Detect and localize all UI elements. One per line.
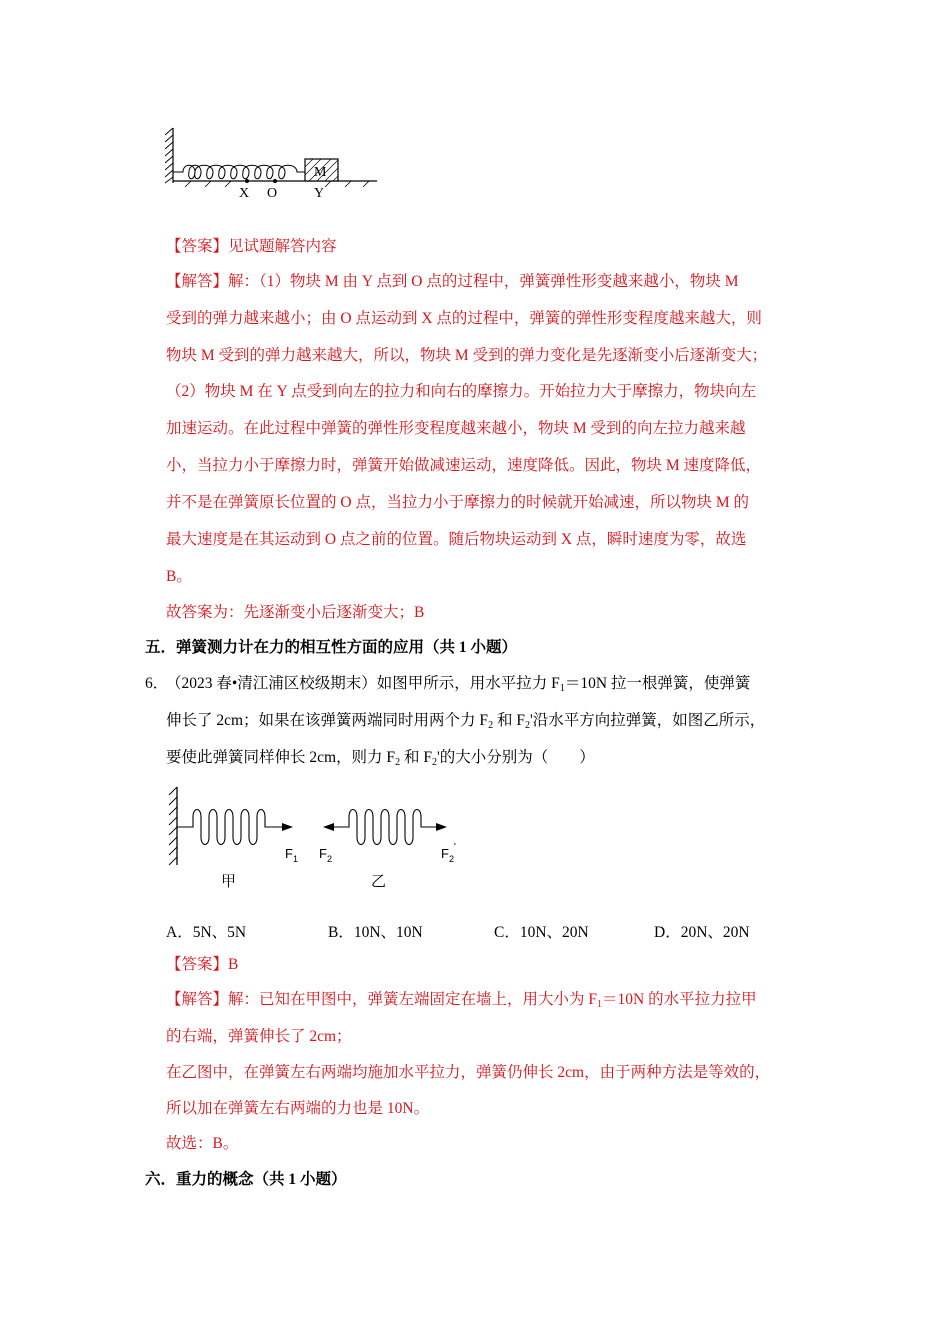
force-f1-label: $F_1$ [285, 846, 298, 864]
q6-number: 6． [145, 675, 169, 692]
point-x-label: X [239, 186, 250, 200]
point-y-label: Y [314, 186, 325, 200]
option-b: B．10N、10N [328, 924, 423, 941]
spring-block-figure [165, 125, 380, 200]
block-m-label: M [314, 165, 327, 180]
q6-final-answer: 故选：B。 [166, 1135, 239, 1152]
q5-analysis-line: 加速运动。在此过程中弹簧的弹性形变程度越来越小，物块 M 受到的向左拉力越来越 [166, 420, 746, 437]
point-o-dot [273, 179, 277, 183]
q5-answer: 【答案】见试题解答内容 [166, 238, 337, 255]
q6-stem-line2: 伸长了 2cm；如果在该弹簧两端同时用两个力 $F_2$ 和 $F_2'$沿水平方向拉弹簧，如图乙所示， [166, 712, 766, 731]
q5-analysis-line: 【解答】解：（1）物块 M 由 Y 点到 O 点的过程中，弹簧弹性形变越来越小，物块 M [166, 273, 739, 290]
q6-stem-line3: 要使此弹簧同样伸长 2cm，则力 $F_2$ 和 $F_2'$的大小分别为（ ） [166, 749, 595, 768]
figure-label-jia: 甲 [221, 872, 237, 890]
q5-analysis-line: （2）物块 M 在 Y 点受到向左的拉力和向右的摩擦力。开始拉力大于摩擦力，物块向左 [166, 383, 757, 400]
q5-analysis-line: 最大速度是在其运动到 O 点之前的位置。随后物块运动到 X 点，瞬时速度为零，故选 [166, 531, 747, 548]
q5-analysis-line: 受到的弹力越来越小；由 O 点运动到 X 点的过程中，弹簧的弹性形变程度越来越大，则 [166, 310, 762, 327]
q6-answer: 【答案】B [166, 956, 239, 973]
point-x-dot [245, 179, 249, 183]
q6-analysis-line: 的右端，弹簧伸长了 2cm； [166, 1028, 352, 1045]
spring-force-figure [165, 783, 465, 895]
q5-analysis-line: 物块 M 受到的弹力越来越大，所以，物块 M 受到的弹力变化是先逐渐变小后逐渐变大； [166, 347, 768, 364]
q6-analysis-line: 【解答】解：已知在甲图中，弹簧左端固定在墙上，用大小为 $F_1=10N$ 的水平拉力拉甲 [166, 991, 757, 1010]
q5-analysis-line: 并不是在弹簧原长位置的 O 点，当拉力小于摩擦力的时候就开始减速，所以物块 M 的 [166, 494, 749, 511]
q6-analysis-line: 所以加在弹簧左右两端的力也是 10N。 [166, 1100, 430, 1117]
figure-label-yi: 乙 [371, 872, 387, 890]
force-f2-prime-label: $F_2'$ [441, 842, 456, 864]
force-f2-label: $F_2$ [319, 846, 332, 864]
option-a: A．5N、5N [166, 924, 247, 941]
section-heading: 五．弹簧测力计在力的相互性方面的应用（共 1 小题） [145, 639, 518, 656]
section-heading: 六．重力的概念（共 1 小题） [145, 1171, 347, 1188]
q5-final-answer: 故答案为：先逐渐变小后逐渐变大；B [166, 604, 425, 621]
point-o-label: O [267, 186, 278, 200]
q5-analysis-line: B。 [166, 568, 192, 585]
option-c: C．10N、20N [494, 924, 589, 941]
option-d: D．20N、20N [654, 924, 750, 941]
q6-stem-line1: （2023 春•清江浦区校级期末）如图甲所示，用水平拉力 $F_1=10N$ 拉一根弹簧，使弹簧 [166, 675, 751, 694]
q5-analysis-line: 小，当拉力小于摩擦力时，弹簧开始做减速运动，速度降低。因此，物块 M 速度降低， [166, 457, 762, 474]
q6-analysis-line: 在乙图中，在弹簧左右两端均施加水平拉力，弹簧仍伸长 2cm，由于两种方法是等效的， [166, 1064, 771, 1081]
